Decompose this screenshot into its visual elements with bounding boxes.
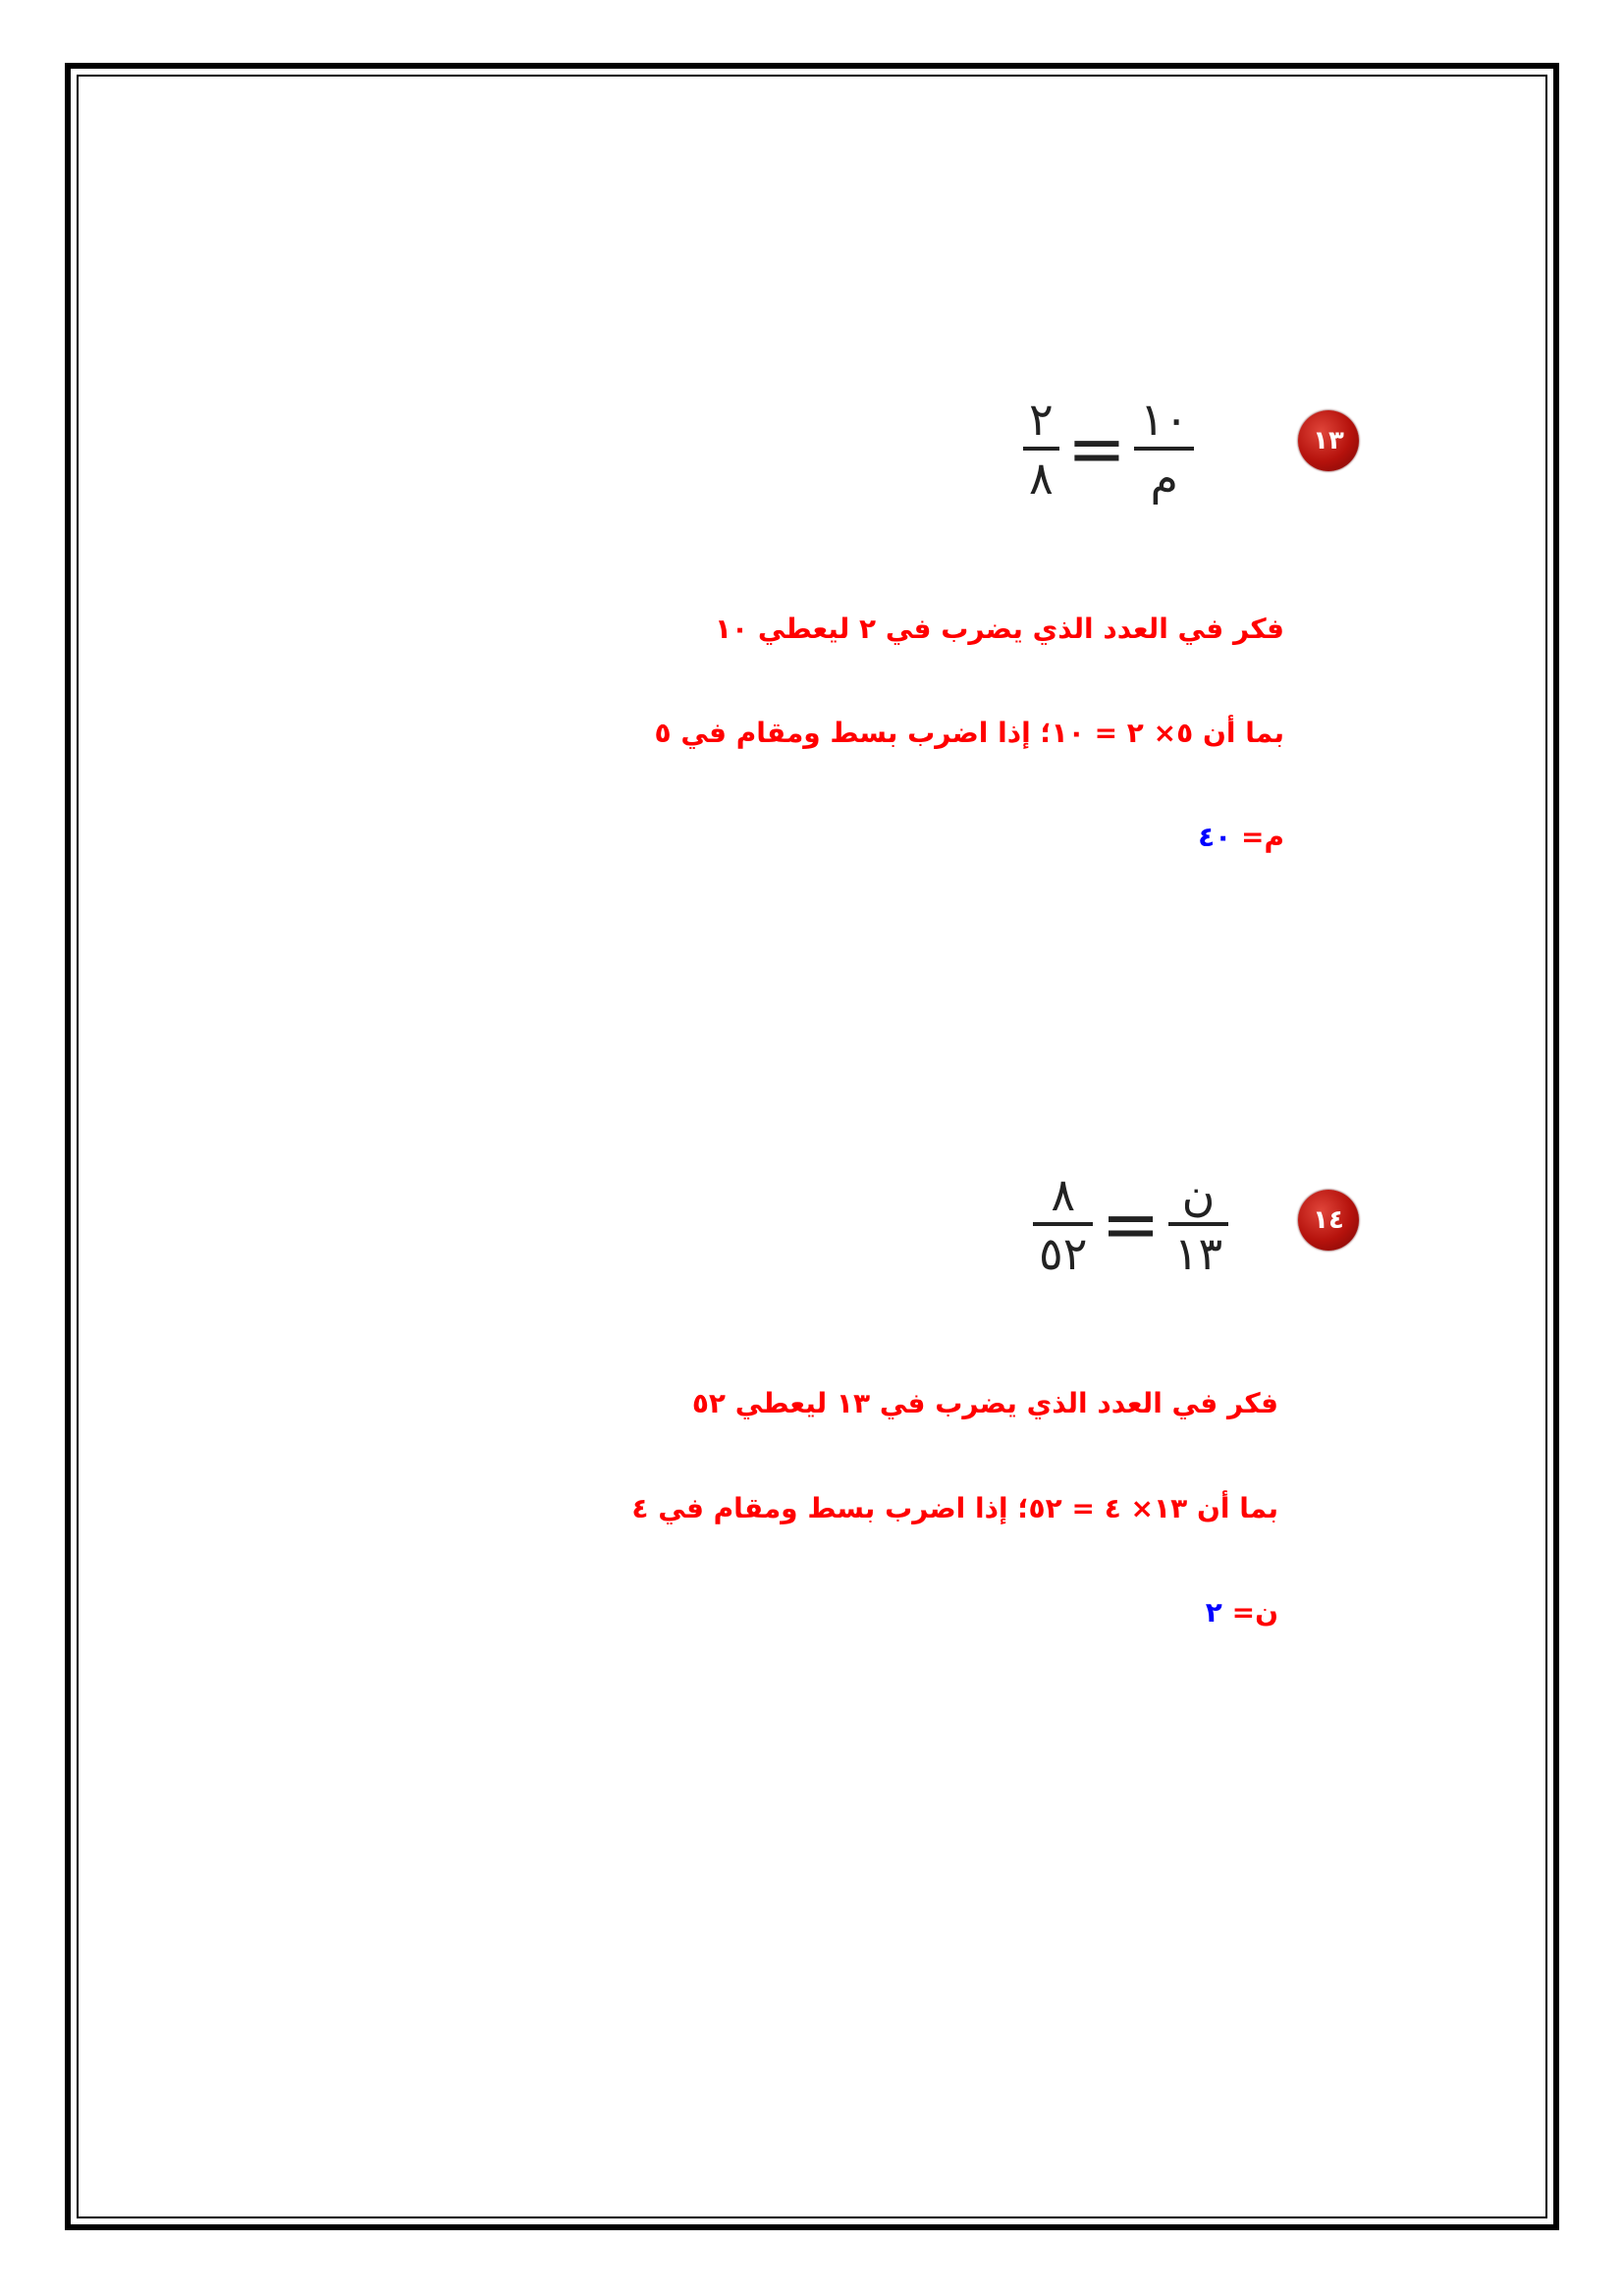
answer-value: ٤٠ [1198,821,1232,853]
fraction-numerator: ن [1181,1167,1216,1221]
page-border-inner [77,75,1547,2218]
fraction-numerator: ١٠ [1140,392,1189,446]
hint-text: فكر في العدد الذي يضرب في ١٣ ليعطي ٥٢ [691,1387,1278,1419]
fraction-right [1168,1167,1228,1280]
reasoning-text: بما أن ٥× ٢ = ١٠؛ إذا اضرب بسط ومقام في ٥ [654,717,1284,749]
fraction-bar [1033,1222,1093,1226]
fraction-bar [1134,447,1194,451]
fraction-denominator: م [1150,452,1178,505]
answer-line [1206,1596,1278,1629]
equals-sign: = [1066,407,1127,490]
fraction-bar [1023,447,1059,451]
fraction-denominator: ٥٢ [1039,1227,1088,1280]
fraction-denominator: ٨ [1029,452,1054,505]
answer-label: ن= [1231,1596,1278,1629]
fraction-denominator: ١٣ [1173,1227,1223,1280]
answer-line [1198,821,1284,853]
answer-value: ٢ [1205,1596,1222,1629]
hint-text: فكر في العدد الذي يضرب في ٢ ليعطي ١٠ [714,613,1284,645]
equation-14 [1033,1160,1228,1288]
problem-number-badge: ١٣ [1298,410,1359,471]
fraction-numerator: ٢ [1029,392,1054,446]
fraction-left [1033,1167,1093,1280]
fraction-numerator: ٨ [1051,1167,1076,1221]
reasoning-text: بما أن ١٣× ٤ = ٥٢؛ إذا اضرب بسط ومقام في ٤ [631,1492,1278,1524]
fraction-bar [1168,1222,1228,1226]
equation-13 [1023,385,1194,512]
problem-number-badge: ١٤ [1298,1190,1359,1251]
fraction-left [1023,392,1059,505]
answer-label: م= [1241,821,1284,853]
fraction-right [1134,392,1194,505]
equals-sign: = [1101,1183,1161,1265]
